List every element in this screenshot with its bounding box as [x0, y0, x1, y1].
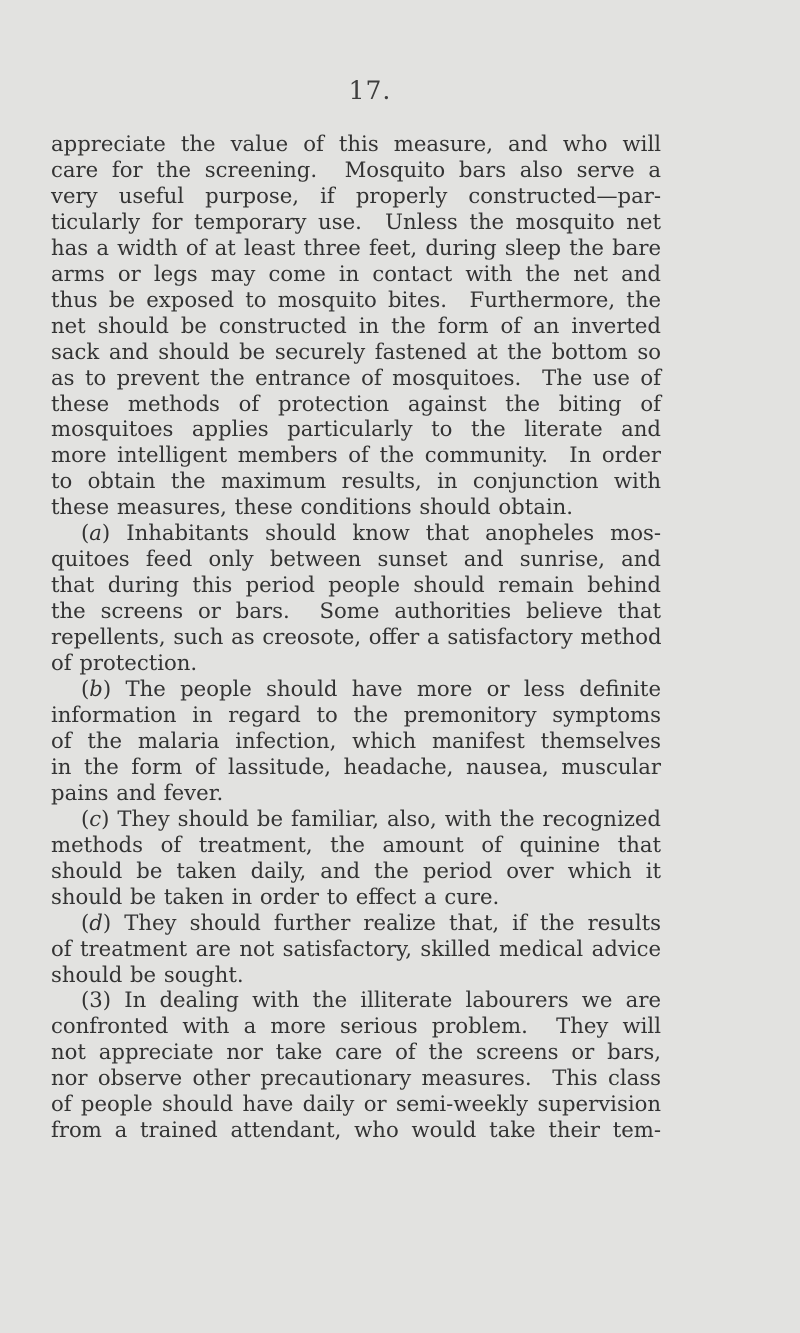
text-line: more intelligent members of the community. In order	[51, 442, 661, 468]
page-number: 17.	[348, 76, 392, 105]
text-line: the screens or bars. Some authorities believe that	[51, 598, 661, 624]
text-line: quitoes feed only between sunset and sunrise, and	[51, 546, 661, 572]
text-line: that during this period people should remain behind	[51, 572, 661, 598]
text-line: (d) They should further realize that, if the results	[81, 909, 661, 935]
text-line: as to prevent the entrance of mosquitoes. The use of	[51, 364, 661, 390]
text-line: these methods of protection against the biting of	[51, 390, 661, 416]
text-line: (a) Inhabitants should know that anopheles mos-	[81, 520, 661, 546]
text-line: to obtain the maximum results, in conjunction with	[51, 468, 661, 494]
list-letter: d	[89, 909, 103, 935]
body-text	[51, 131, 661, 1143]
text-line: very useful purpose, if properly constructed—par-	[51, 182, 661, 208]
text-line: thus be exposed to mosquito bites. Furthermore, the	[51, 286, 661, 312]
text-line: methods of treatment, the amount of quinine that	[51, 831, 661, 857]
text-line: appreciate the value of this measure, and who will	[51, 131, 661, 156]
text-line: confronted with a more serious problem. They will	[51, 1013, 661, 1039]
text-line: (b) The people should have more or less definite	[81, 676, 661, 702]
text-line: pains and fever.	[51, 779, 224, 805]
text-line: these measures, these conditions should obtain.	[51, 494, 574, 520]
text-line: of protection.	[51, 650, 198, 676]
text-line: nor observe other precautionary measures. This class	[51, 1065, 661, 1091]
text-line: (3) In dealing with the illiterate labourers we are	[81, 987, 661, 1013]
text-line: should be taken daily, and the period over which it	[51, 857, 661, 883]
text-line: sack and should be securely fastened at the bottom so	[51, 338, 661, 364]
text-line: net should be constructed in the form of an inverted	[51, 312, 661, 338]
text-line: of the malaria infection, which manifest themselves	[51, 727, 661, 753]
text-line: should be sought.	[51, 961, 244, 987]
text-line: of people should have daily or semi-weekly supervision	[51, 1091, 661, 1117]
text-line: care for the screening. Mosquito bars also serve a	[51, 156, 661, 182]
list-letter: b	[89, 676, 103, 702]
text-line: mosquitoes applies particularly to the literate and	[51, 416, 661, 442]
text-line: should be taken in order to effect a cure.	[51, 883, 500, 909]
text-line: repellents, such as creosote, offer a satisfactory method	[51, 624, 662, 650]
list-letter: c	[89, 805, 102, 831]
text-line: in the form of lassitude, headache, nausea, muscular	[51, 753, 661, 779]
text-line: (c) They should be familiar, also, with the recognized	[81, 805, 661, 831]
text-line: ticularly for temporary use. Unless the mosquito net	[51, 208, 661, 234]
text-line: arms or legs may come in contact with the net and	[51, 260, 661, 286]
text-line: information in regard to the premonitory symptoms	[51, 701, 661, 727]
text-line: from a trained attendant, who would take their tem-	[51, 1117, 661, 1143]
text-line: has a width of at least three feet, during sleep the bare	[51, 234, 661, 260]
text-line: of treatment are not satisfactory, skilled medical advice	[51, 935, 661, 961]
list-letter: a	[89, 520, 102, 546]
text-line: not appreciate nor take care of the screens or bars,	[51, 1039, 661, 1065]
